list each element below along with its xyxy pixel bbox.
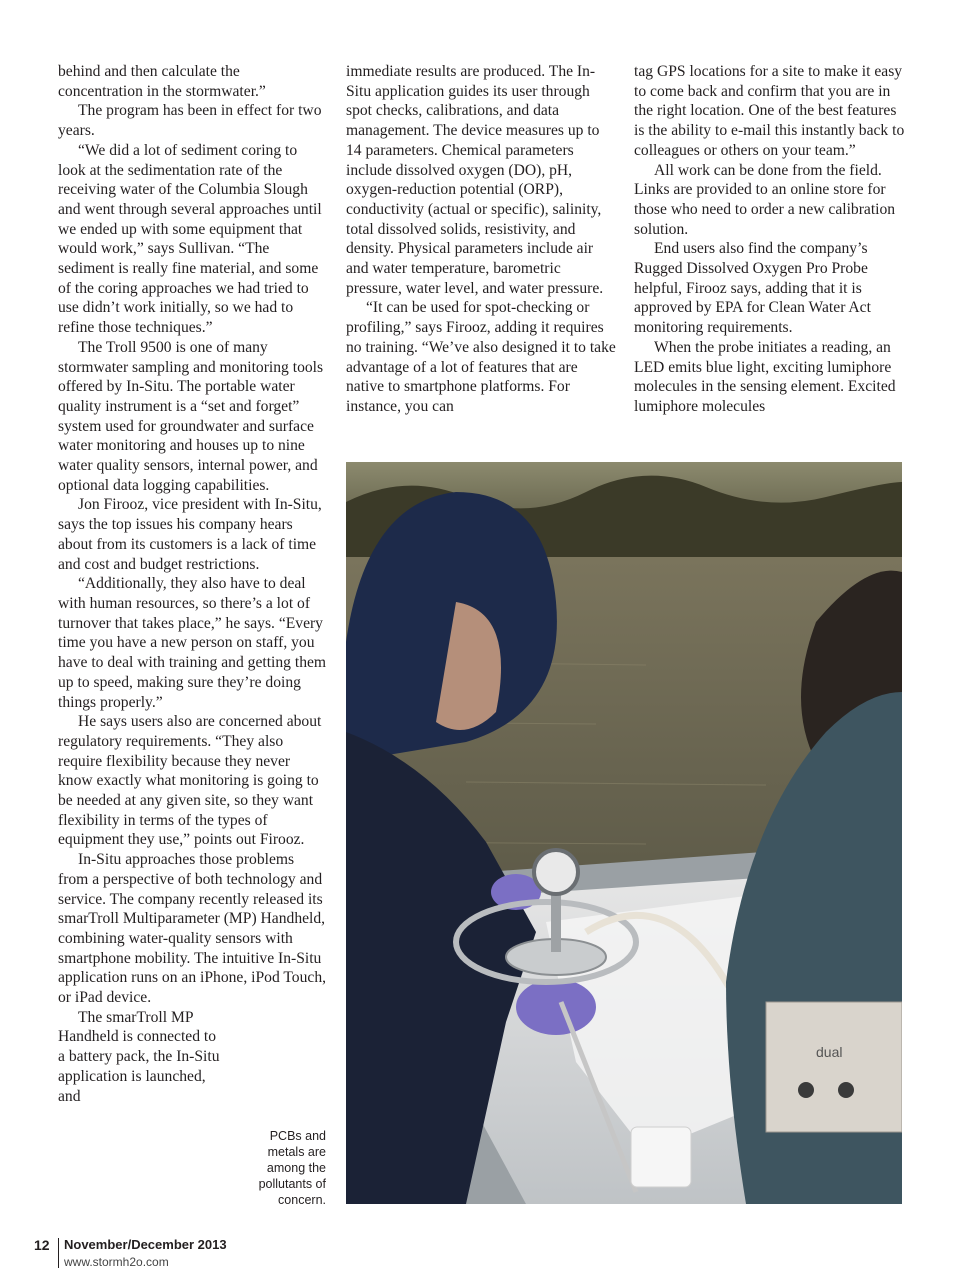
paragraph: When the probe initiates a reading, an LED emits blue light, exciting lumiphore molecules in the sensing element. Excited lumiphore molecules — [634, 338, 896, 415]
glove-right — [516, 979, 596, 1035]
paragraph: In-Situ approaches those problems from a perspective of both technology and service. The company recently released its smarTroll Multiparameter (MP) Handheld, combining water-quality sensors with smartphone mobility. The intuitive In-Situ application runs on an iPhone, iPod Touch, or iPad device. — [58, 851, 327, 1007]
paragraph: “It can be used for spot-checking or profiling,” says Firooz, adding it requires no training. “We’ve also designed it to take advantage of a lot of features that are native to smartphone platforms. For instance, you can — [346, 299, 616, 415]
article-column-2 — [346, 62, 616, 417]
paragraph: End users also find the company’s Rugged Dissolved Oxygen Pro Probe helpful, Firooz says, adding that it is approved by EPA for Clean Water Act monitoring requirements. — [634, 240, 871, 337]
paragraph: immediate results are produced. The In-Situ application guides its user through spot checks, calibrations, and data management. The device measures up to 14 parameters. Chemical parameters include dissolved oxygen (DO), pH, oxygen-reduction potential (ORP), conductivity (actual or specific), salinity, total dissolved solids, resistivity, and density. Physical parameters include air and water temperature, barometric pressure, water level, and water pressure. — [346, 63, 604, 297]
field-sampling-photo — [346, 462, 902, 1204]
paragraph: The Troll 9500 is one of many stormwater sampling and monitoring tools offered by In-Situ. The portable water quality instrument is a “set and forget” system used for groundwater and surface water monitoring and houses up to nine water quality sensors, internal power, and optional data logging capabilities. — [58, 338, 324, 494]
article-column-3 — [634, 62, 906, 417]
article-column-1 — [58, 62, 328, 1106]
page-number: 12 — [34, 1237, 50, 1253]
paragraph: He says users also are concerned about regulatory requirements. “They also require flexibility because they never know exactly what monitoring is going to be needed at any given site, so they want flexibility in terms of the types of equipment they use,” points out Firooz. — [58, 713, 322, 849]
equipment-label: dual — [816, 1044, 843, 1060]
photo-illustration — [346, 462, 902, 1204]
photo-caption: PCBs and metals are among the pollutants of concern. — [258, 1129, 326, 1207]
paragraph: tag GPS locations for a site to make it easy to come back and confirm that you are in the right location. One of the best features is the ability to e-mail this instantly back to colleagues or others on your team.” — [634, 63, 905, 159]
paragraph: Jon Firooz, vice president with In-Situ, says the top issues his company hears about from its customers is a lack of time and cost and budget restrictions. — [58, 496, 322, 573]
paragraph: behind and then calculate the concentration in the stormwater.” — [58, 63, 266, 100]
paragraph: The smarTroll MP Handheld is connected to a battery pack, the In-Situ application is launched, and — [58, 1008, 220, 1105]
pressure-gauge — [534, 850, 578, 894]
website-link[interactable]: www.stormh2o.com — [64, 1255, 169, 1269]
instrument-box — [766, 1002, 902, 1132]
sample-container — [631, 1127, 691, 1187]
footer-divider — [58, 1238, 59, 1268]
issue-date: November/December 2013 — [64, 1237, 227, 1252]
paragraph: All work can be done from the field. Links are provided to an online store for those who need to order a new calibration solution. — [634, 161, 896, 238]
paragraph: “Additionally, they also have to deal with human resources, so there’s a lot of turnover that takes place,” he says. “Every time you have a new person on staff, you have to deal with training and getting them up to speed, making sure they’re doing things properly.” — [58, 575, 327, 711]
paragraph: “We did a lot of sediment coring to look at the sedimentation rate of the receiving water of the Columbia Slough and went through several approaches until we ended up with some equipment that would work,” says Sullivan. “The sediment is really fine material, and some of the coring approaches we had tried to use didn’t work initially, so we had to refine those techniques.” — [58, 141, 322, 337]
paragraph: The program has been in effect for two years. — [58, 102, 322, 140]
